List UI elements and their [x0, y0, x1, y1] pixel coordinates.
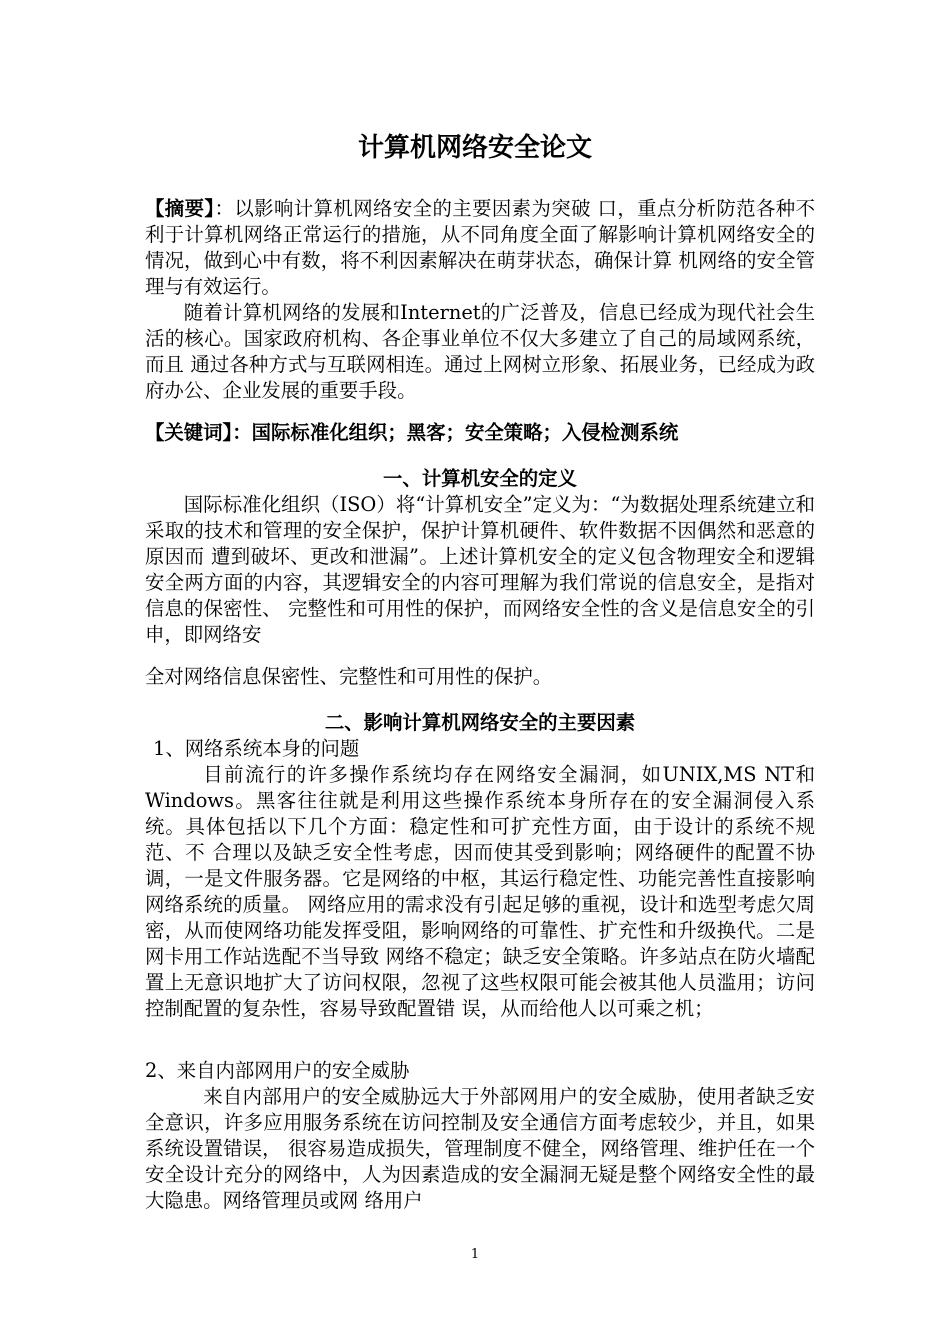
subsection2-heading: 2、来自内部网用户的安全威胁 [145, 1059, 410, 1082]
subsection2-paragraph: 来自内部用户的安全威胁远大于外部网用户的安全威胁，使用者缺乏安全意识，许多应用服务系统在访问控制及安全通信方面考虑较少，并且，如果系统设置错误， 很容易造成损失，管理制度不健全，网络管理、维护任在一个安全设计充分的网络中，人为因素造成的安全漏洞无疑是整个网络安全性的最大隐患。网络管理员或网 络用户 [145, 1085, 815, 1212]
keywords-text: ：国际标准化组织；黑客；安全策略；入侵检测系统 [232, 421, 679, 444]
document-title: 计算机网络安全论文 [357, 133, 592, 163]
subsection1-paragraph: 目前流行的许多操作系统均存在网络安全漏洞，如UNIX,MS NT和Windows。黑客往往就是利用这些操作系统本身所存在的安全漏洞侵入系统。具体包括以下几个方面：稳定性和可扩充性方面，由于设计的系统不规范、不 合理以及缺乏安全性考虑，因而使其受到影响；网络硬件的配置不协调，一是文件服务器。它是网络的中枢，其运行稳定性、功能完善性直接影响网络系统的质量。 网络应用的需求没有引起足够的重视，设计和选型考虑欠周密，从而使网络功能发挥受阻，影响网络的可靠性、扩充性和升级换代。二是网卡用工作站选配不当导致 网络不稳定；缺乏安全策略。许多站点在防火墙配置上无意识地扩大了访问权限，忽视了这些权限可能会被其他人员滥用；访问控制配置的复杂性，容易导致配置错 误，从而给他人以可乘之机； [145, 763, 815, 1020]
subsection1-body [145, 762, 815, 1022]
keywords-paragraph [145, 420, 815, 446]
intro-paragraph: 随着计算机网络的发展和Internet的广泛普及，信息已经成为现代社会生活的核心。国家政府机构、各企事业单位不仅大多建立了自己的局域网系统，而且 通过各种方式与互联网相连。通过上网树立形象、拓展业务，已经成为政府办公、企业发展的重要手段。 [145, 301, 815, 402]
section1-body [145, 492, 815, 648]
abstract-text: ：以影响计算机网络安全的主要因素为突破 口，重点分析防范各种不利于计算机网络正常运行的措施，从不同角度全面了解影响计算机网络安全的情况，做到心中有数，将不利因素解决在萌芽状态，确保计算 机网络的安全管理与有效运行。 [145, 197, 815, 298]
abstract-label: 【摘要】 [145, 197, 215, 220]
subsection1-heading: 1、网络系统本身的问题 [153, 737, 360, 760]
page-number: 1 [470, 1247, 480, 1262]
section2-heading: 二、影响计算机网络安全的主要因素 [324, 711, 636, 734]
section1-continuation: 全对网络信息保密性、完整性和可用性的保护。 [145, 665, 553, 688]
abstract-section [145, 196, 815, 404]
abstract-paragraph [145, 196, 815, 300]
subsection2-body [145, 1084, 815, 1214]
keywords-section [145, 420, 815, 446]
section1-continuation-block [145, 664, 815, 690]
keywords-label: 【关键词】 [145, 421, 233, 444]
section1-paragraph: 国际标准化组织（ISO）将“计算机安全”定义为：“为数据处理系统建立和采取的技术和管理的安全保护，保护计算机硬件、软件数据不因偶然和恶意的原因而 遭到破坏、更改和泄漏”。上述计算机安全的定义包含物理安全和逻辑安全两方面的内容，其逻辑安全的内容可理解为我们常说的信息安全，是指对信息的保密性、 完整性和可用性的保护，而网络安全性的含义是信息安全的引申，即网络安 [145, 493, 815, 646]
section1-heading: 一、计算机安全的定义 [383, 467, 577, 490]
